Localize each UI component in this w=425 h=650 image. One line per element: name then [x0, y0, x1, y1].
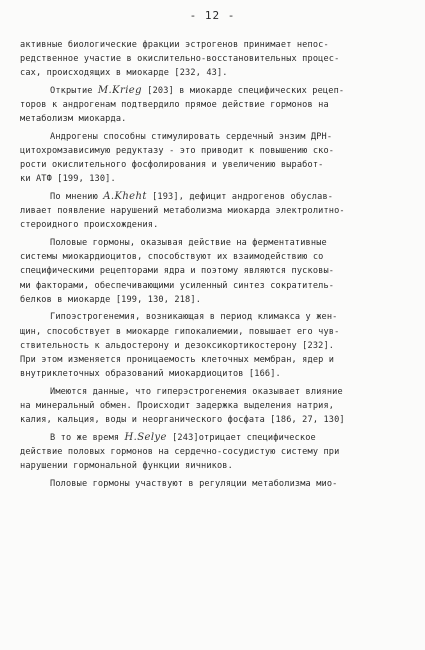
typed-text: Открытие — [50, 85, 98, 96]
text-line — [20, 66, 408, 80]
handwritten-author-name: A.Kheht — [103, 191, 147, 203]
text-line — [20, 264, 408, 278]
text-line — [20, 413, 408, 427]
text-line — [20, 293, 408, 307]
text-line — [20, 98, 408, 112]
typed-text: внутриклеточных образований миокардиоцитов [166]. — [20, 369, 281, 380]
typed-text: редственное участие в окислительно-восстановительных процес- — [20, 54, 340, 65]
text-line — [20, 339, 408, 353]
typed-text: ствительность к альдостерону и дезоксикортикостерону [232]. — [20, 340, 335, 351]
text-line — [20, 172, 408, 186]
text-line — [20, 38, 408, 52]
text-line — [20, 325, 408, 339]
text-line — [20, 445, 408, 459]
text-line — [20, 236, 408, 250]
typed-text: При этом изменяется проницаемость клеточных мембран, ядер и — [20, 354, 335, 365]
typed-text: Андрогены способны стимулировать сердечный энзим ДРН- — [50, 131, 333, 142]
typed-text: В то же время — [50, 432, 125, 443]
text-line — [20, 353, 408, 367]
text-line — [20, 477, 408, 491]
text-line — [20, 310, 408, 324]
text-line — [20, 112, 408, 126]
typed-text: на минеральный обмен. Происходит задержка выделения натрия, — [20, 400, 335, 411]
typed-text: [243]отрицает специфическое — [166, 432, 316, 443]
typed-text: специфическими рецепторами ядра и поэтому являются пусковы- — [20, 266, 335, 277]
document-body — [20, 38, 408, 491]
typed-text: сах, происходящих в миокарде [232, 43]. — [20, 68, 228, 79]
text-line — [20, 399, 408, 413]
text-line — [20, 52, 408, 66]
typed-text: торов к андрогенам подтвердило прямое действие гормонов на — [20, 100, 329, 111]
typed-text: цитохромзависимую редуктазу - это приводит к повышению ско- — [20, 146, 335, 157]
typed-text: ми факторами, обеспечивающими усиленный синтез сократитель- — [20, 280, 335, 291]
text-line — [20, 190, 408, 204]
typed-text: метаболизм миокарда. — [20, 114, 127, 125]
typed-text: [193], дефицит андрогенов обуслав- — [146, 192, 334, 203]
typed-text: По мнению — [50, 192, 104, 203]
text-line — [20, 431, 408, 445]
typed-text: Половые гормоны, оказывая действие на ферментативные — [50, 238, 327, 248]
handwritten-author-name: M.Krieg — [97, 84, 142, 96]
handwritten-author-name: H.Selye — [124, 431, 167, 443]
text-line — [20, 367, 408, 381]
typed-text: Гипоэстрогенемия, возникающая в период климакса у жен- — [50, 312, 338, 323]
page-number: - 12 - — [189, 9, 236, 22]
text-line — [20, 459, 408, 473]
typed-text: Имеются данные, что гиперэстрогенемия оказывает влияние — [50, 386, 343, 397]
typed-text: ливает появление нарушений метаболизма миокарда электролитно- — [20, 206, 345, 217]
text-line — [20, 385, 408, 399]
text-line — [20, 84, 408, 98]
typed-text: [203] в миокарде специфических рецеп- — [141, 85, 345, 96]
text-line — [20, 204, 408, 218]
typed-text: нарушении гормональной функции яичников. — [20, 460, 233, 471]
typed-text: системы миокардиоцитов, способствуют их взаимодействию со — [20, 252, 324, 263]
text-line — [20, 144, 408, 158]
text-line — [20, 250, 408, 264]
typed-text: калия, кальция, воды и неорганического фосфата [186, 27, 130] — [20, 415, 345, 426]
text-line — [20, 279, 408, 293]
text-line — [20, 158, 408, 172]
typed-text: белков в миокарде [199, 130, 218]. — [20, 294, 202, 305]
typed-text: активные биологические фракции эстрогенов принимает непос- — [20, 40, 329, 50]
typed-text: Половые гормоны участвуют в регуляции метаболизма мио- — [50, 478, 338, 489]
typed-text: щин, способствует в миокарде гипокалиемии, повышает его чув- — [20, 326, 340, 337]
typed-text: рости окислительного фосфолирования и увеличению выработ- — [20, 160, 324, 171]
text-line — [20, 130, 408, 144]
typed-text: стероидного происхождения. — [20, 220, 159, 231]
text-line — [20, 218, 408, 232]
typed-text: действие половых гормонов на сердечно-сосудистую систему при — [20, 446, 340, 457]
typed-text: ки АТФ [199, 130]. — [20, 174, 116, 185]
